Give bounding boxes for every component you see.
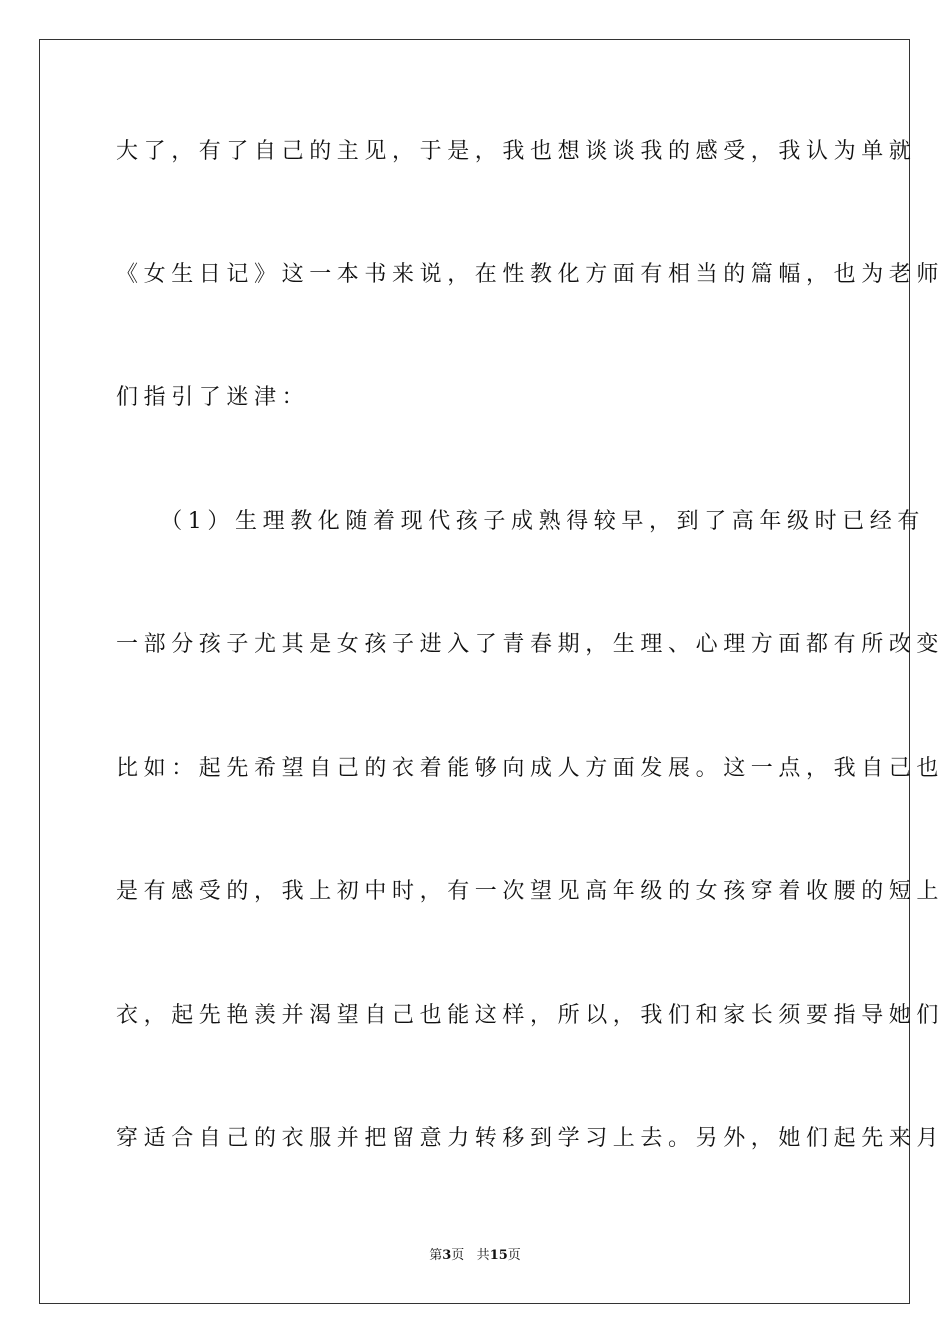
total-suffix: 页 — [507, 1248, 521, 1263]
body-line-5: 一部分孩子尤其是女孩子进入了青春期，生理、心理方面都有所改变 — [116, 632, 945, 657]
total-pages: 15 — [489, 1248, 508, 1263]
body-line-3: 们指引了迷津： — [116, 385, 310, 410]
page-prefix: 第 — [429, 1248, 443, 1263]
page-number: 3 — [442, 1248, 452, 1263]
body-line-9: 穿适合自己的衣服并把留意力转移到学习上去。另外，她们起先来月 — [116, 1126, 945, 1151]
total-prefix: 共 — [476, 1248, 490, 1263]
body-line-2: 《女生日记》这一本书来说，在性教化方面有相当的篇幅，也为老师 — [116, 262, 945, 287]
page-footer — [0, 1247, 950, 1265]
page-border — [39, 39, 945, 1304]
page-suffix: 页 — [451, 1248, 465, 1263]
body-line-6: 比如：起先希望自己的衣着能够向成人方面发展。这一点，我自己也 — [116, 756, 945, 781]
body-line-4: （1）生理教化随着现代孩子成熟得较早，到了高年级时已经有 — [116, 509, 925, 534]
body-line-7: 是有感受的，我上初中时，有一次望见高年级的女孩穿着收腰的短上 — [116, 879, 945, 904]
body-line-1: 大了，有了自己的主见，于是，我也想谈谈我的感受，我认为单就 — [116, 139, 917, 164]
body-line-8: 衣，起先艳羡并渴望自己也能这样，所以，我们和家长须要指导她们 — [116, 1003, 945, 1028]
